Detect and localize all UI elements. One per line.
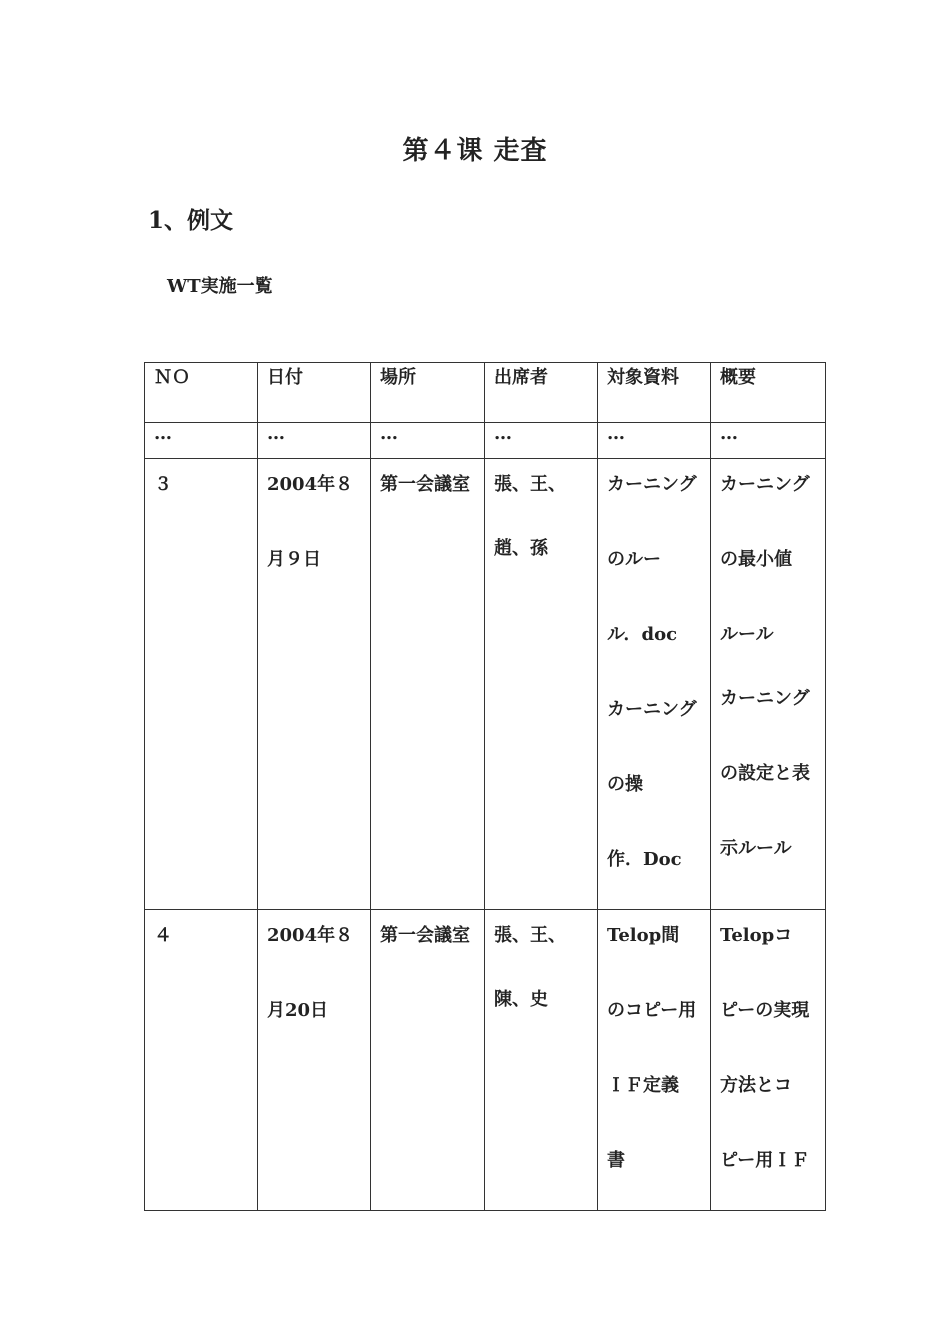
cell-line: カーニング (607, 699, 697, 720)
cell-line: ルール (720, 624, 774, 645)
cell-line: 趙、孫 (494, 538, 548, 559)
cell-date (258, 910, 371, 1211)
cell-documents (598, 459, 711, 910)
cell-line: の操 (607, 774, 643, 795)
cell-summary (711, 459, 826, 910)
table-caption: WT実施一覧 (167, 276, 273, 297)
cell-line: 月９日 (267, 549, 321, 570)
ellipsis-cell: … (711, 423, 826, 459)
cell-line: ３ (154, 474, 172, 495)
cell-line: ル．doc (607, 624, 678, 645)
table-header-row (145, 363, 826, 423)
section-heading: 1、例文 (148, 207, 234, 234)
ellipsis-cell: … (371, 423, 485, 459)
header-attendees: 出席者 (485, 363, 598, 423)
cell-line: カーニング (720, 688, 810, 709)
cell-line: 月20日 (267, 1000, 329, 1021)
cell-line: カーニング (720, 474, 810, 495)
cell-line: 2004年８ (267, 474, 354, 495)
cell-place (371, 459, 485, 910)
cell-line: 方法とコ (720, 1075, 792, 1096)
cell-line: 示ルール (720, 838, 792, 859)
wt-table (144, 362, 826, 1211)
ellipsis-cell: … (598, 423, 711, 459)
cell-line: 作．Doc (607, 849, 682, 870)
cell-line: 張、王、 (494, 474, 566, 495)
table-row (145, 910, 826, 1211)
cell-line: ＩＦ定義 (607, 1075, 679, 1096)
cell-line: 陳、史 (494, 989, 548, 1010)
cell-line: Telop間 (607, 925, 680, 946)
cell-line: ４ (154, 925, 172, 946)
cell-line: ピーの実現 (720, 1000, 810, 1021)
ellipsis-row (145, 423, 826, 459)
cell-line: の設定と表 (720, 763, 810, 784)
cell-line: のコピー用 (607, 1000, 697, 1021)
cell-attendees (485, 910, 598, 1211)
cell-line: 書 (607, 1150, 625, 1171)
cell-line: 2004年８ (267, 925, 354, 946)
cell-summary (711, 910, 826, 1211)
cell-line: のルー (607, 549, 661, 570)
ellipsis-cell: … (485, 423, 598, 459)
cell-documents (598, 910, 711, 1211)
cell-line: 第一会議室 (380, 925, 470, 946)
cell-place (371, 910, 485, 1211)
header-no: ＮＯ (145, 363, 258, 423)
page-title: 第４课 走査 (402, 136, 548, 166)
cell-line: 第一会議室 (380, 474, 470, 495)
cell-line: Telopコ (720, 925, 793, 946)
cell-line: ピー用ＩＦ (720, 1150, 810, 1171)
header-summary: 概要 (711, 363, 826, 423)
ellipsis-cell: … (145, 423, 258, 459)
cell-line: の最小値 (720, 549, 792, 570)
table-row (145, 459, 826, 910)
cell-attendees (485, 459, 598, 910)
cell-no (145, 459, 258, 910)
cell-date (258, 459, 371, 910)
cell-line: カーニング (607, 474, 697, 495)
cell-no (145, 910, 258, 1211)
cell-line: 張、王、 (494, 925, 566, 946)
header-date: 日付 (258, 363, 371, 423)
header-place: 場所 (371, 363, 485, 423)
ellipsis-cell: … (258, 423, 371, 459)
header-documents: 対象資料 (598, 363, 711, 423)
